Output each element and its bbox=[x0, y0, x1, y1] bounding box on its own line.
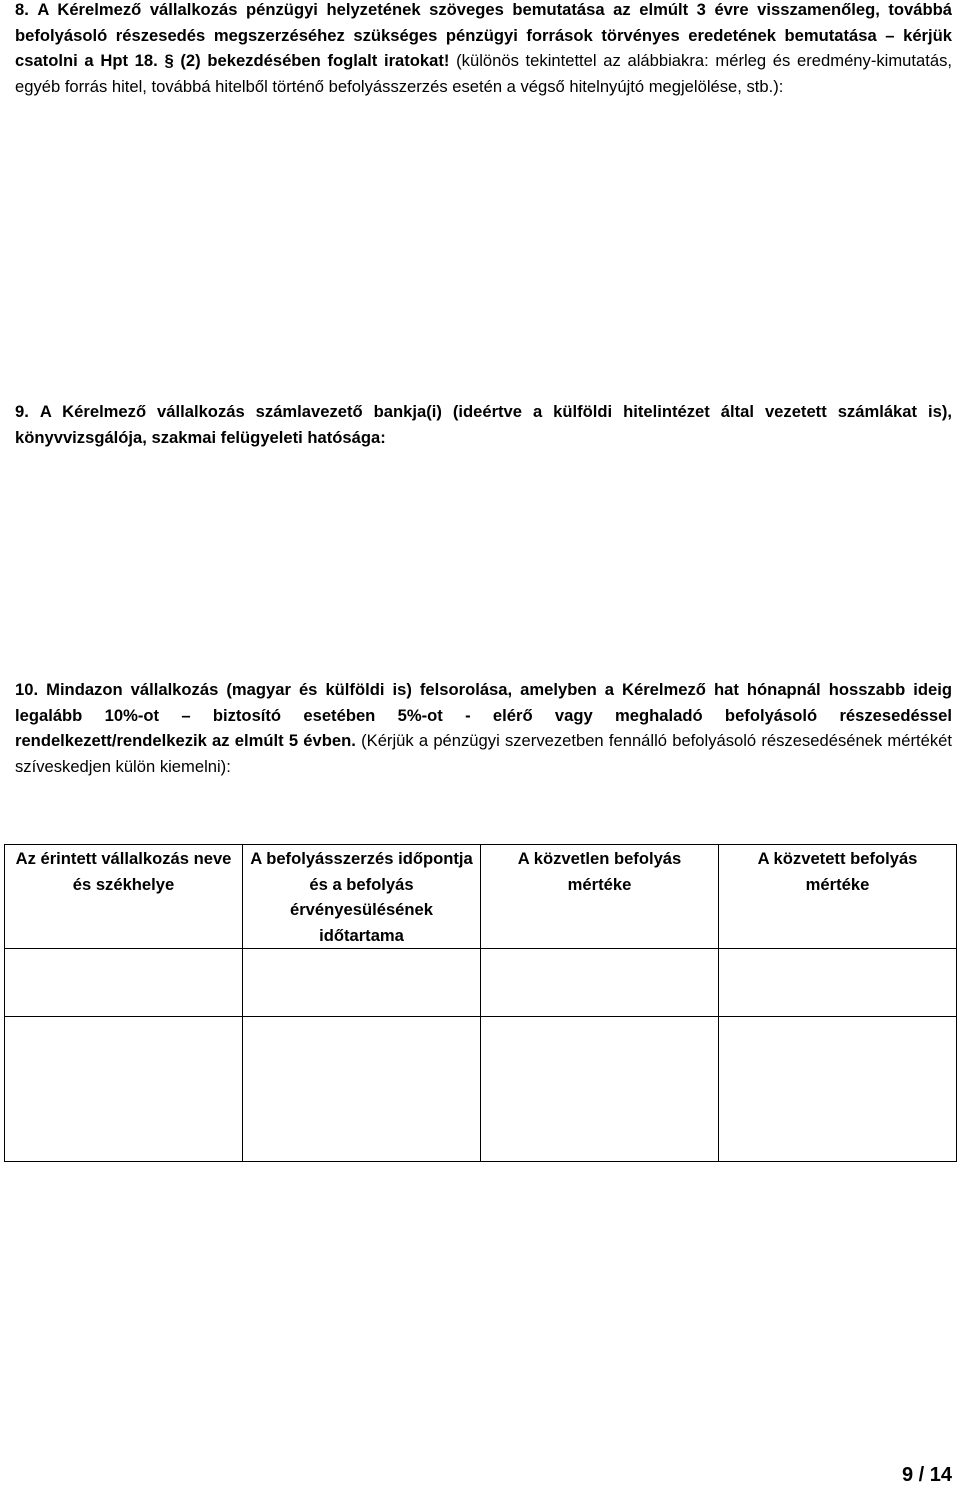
table-cell-direct[interactable] bbox=[481, 1017, 719, 1162]
table-cell-duration[interactable] bbox=[243, 1017, 481, 1162]
section-10-note: (Kérjük a pénzügyi szervezetben fennálló befolyásoló részesedésének mértékét szíveskedjen külön kiemelni): bbox=[15, 731, 952, 776]
section-10-number: 10. bbox=[15, 680, 39, 699]
table-row bbox=[5, 1017, 957, 1162]
table-cell-indirect[interactable] bbox=[719, 1017, 957, 1162]
page-number: 9 / 14 bbox=[901, 1464, 952, 1486]
table-cell-indirect[interactable] bbox=[719, 949, 957, 1017]
table-cell-direct[interactable] bbox=[481, 949, 719, 1017]
section-10 bbox=[15, 677, 952, 779]
table-cell-duration[interactable] bbox=[243, 949, 481, 1017]
section-9-number: 9. bbox=[15, 402, 29, 421]
section-8 bbox=[15, 0, 952, 99]
section-9-heading: A Kérelmező vállalkozás számlavezető bankja(i) (ideértve a külföldi hitelintézet által vezetett számlákat is), könyvvizsgálója, szakmai felügyeleti hatósága: bbox=[15, 402, 952, 447]
section-8-heading: A Kérelmező vállalkozás pénzügyi helyzetének szöveges bemutatása az elmúlt 3 évre visszamenőleg, továbbá befolyásoló részesedés megszerzéséhez szükséges pénzügyi források törvényes eredetének bemutatása – kérjük csatolni a Hpt 18. § (2) bekezdésében foglalt iratokat! bbox=[15, 0, 952, 70]
table-row bbox=[5, 949, 957, 1017]
section-8-number: 8. bbox=[15, 0, 29, 19]
table-header-row bbox=[5, 845, 957, 949]
table-cell-company[interactable] bbox=[5, 1017, 243, 1162]
influence-table bbox=[4, 844, 957, 1162]
section-10-heading: Mindazon vállalkozás (magyar és külföldi is) felsorolása, amelyben a Kérelmező hat hónapnál hosszabb ideig legalább 10%-ot – biztosító esetében 5%-ot - elérő vagy meghaladó befolyásoló részesedéssel rendelkezett/rendelkezik az elmúlt 5 évben. bbox=[15, 680, 952, 750]
section-8-note: (különös tekintettel az alábbiakra: mérleg és eredmény-kimutatás, egyéb forrás hitel, továbbá hitelből történő befolyásszerzés esetén a végső hitelnyújtó megjelölése, stb.): bbox=[15, 51, 952, 96]
header-direct-influence: A közvetlen befolyás mértéke bbox=[481, 845, 719, 949]
header-acquisition-date-duration: A befolyásszerzés időpontja és a befolyás érvényesülésének időtartama bbox=[243, 845, 481, 949]
header-company-name-seat: Az érintett vállalkozás neve és székhelye bbox=[5, 845, 243, 949]
section-9 bbox=[15, 399, 952, 450]
table-cell-company[interactable] bbox=[5, 949, 243, 1017]
header-indirect-influence: A közvetett befolyás mértéke bbox=[719, 845, 957, 949]
